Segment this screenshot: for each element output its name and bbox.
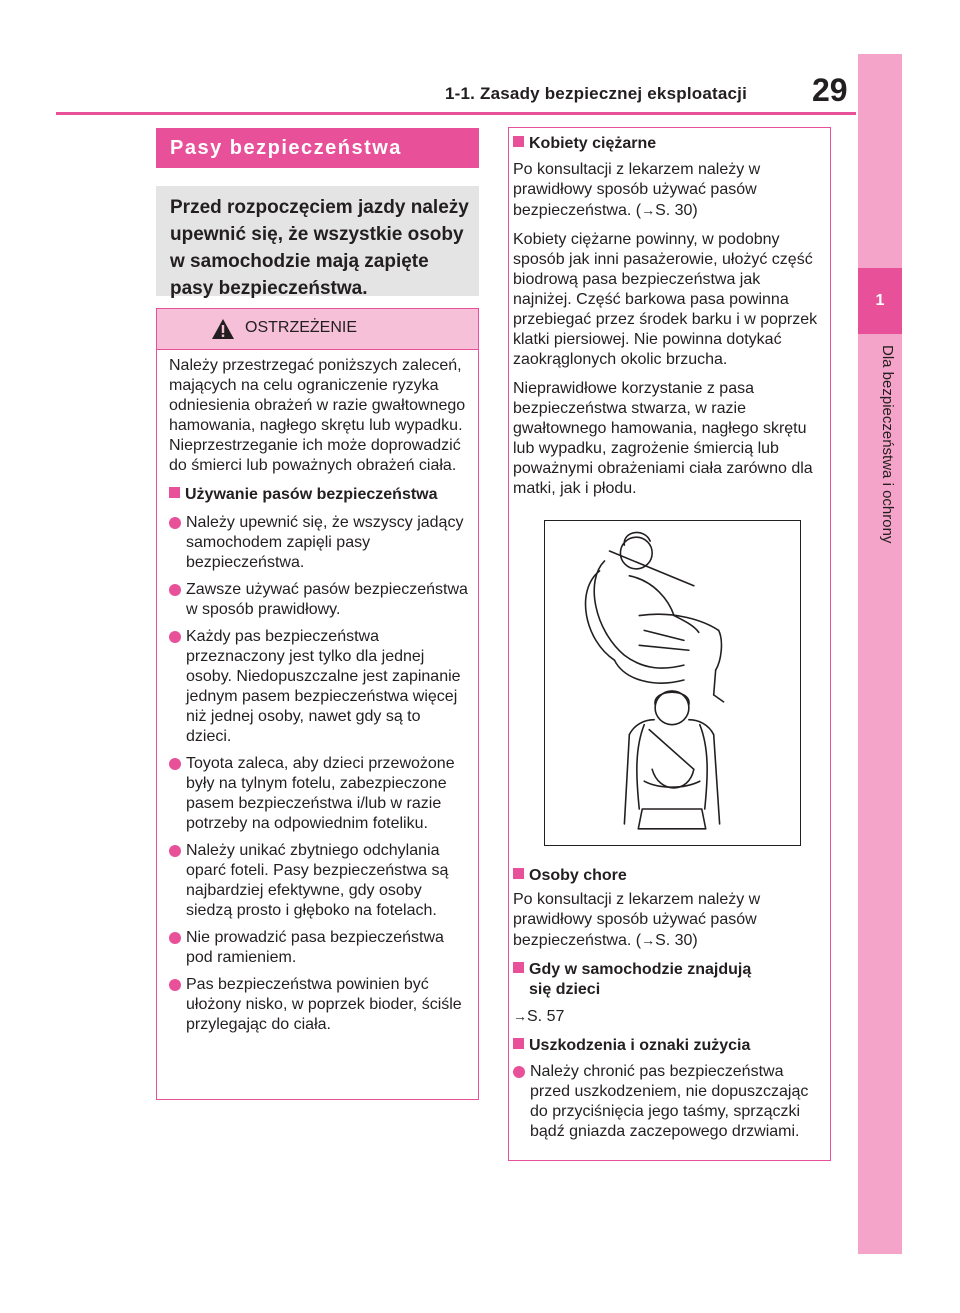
square-bullet-icon [513, 1038, 524, 1049]
list-item: Każdy pas bezpieczeństwa przeznaczony jest tylko dla jednej osoby. Niedopuszczalne jest zapinanie jednym pasem bezpieczeństwa więcej niż jednej osoby, nawet gdy są to dzieci. [169, 627, 468, 747]
children-ref [513, 1006, 822, 1027]
list-item: Pas bezpieczeństwa powinien być ułożony nisko, w poprzek bioder, ściśle przylegając do ciała. [169, 975, 468, 1035]
warning-label: OSTRZEŻENIE [245, 319, 358, 336]
intro-box [156, 186, 479, 299]
page-ref-link[interactable]: S. 30) [655, 202, 698, 219]
pregnant-subhead: Kobiety ciężarne [513, 134, 822, 154]
square-bullet-icon [169, 487, 180, 498]
list-item: Toyota zaleca, aby dzieci przewożone były na tylnym fotelu, zabezpieczone pasem bezpieczeństwa i/lub w razie potrzeby na odpowiednim foteliku. [169, 754, 468, 834]
square-bullet-icon [513, 868, 524, 879]
square-bullet-icon [513, 136, 524, 147]
round-bullet-icon [169, 631, 181, 643]
warning-box [156, 308, 479, 1100]
intro-text: Przed rozpoczęciem jazdy należy upewnić się, że wszystkie osoby w samochodzie mają zapięte pasy bezpieczeństwa. [170, 197, 469, 299]
warning-body [157, 350, 478, 1035]
info-box [508, 127, 831, 1161]
list-item: Należy upewnić się, że wszyscy jadący samochodem zapięli pasy bezpieczeństwa. [169, 513, 468, 573]
arrow-right-icon: → [641, 932, 656, 948]
side-tab-text: Dla bezpieczeństwa i ochrony [879, 345, 896, 544]
pregnant-para-3: Nieprawidłowe korzystanie z pasa bezpieczeństwa stwarza, w razie gwałtownego hamowania, nagłego skrętu lub wypadku, zagrożenie śmiercią lub poważnymi obrażeniami ciała zarówno dla matki, jak i płodu. [513, 380, 813, 497]
square-bullet-icon [513, 962, 524, 973]
list-item: Należy chronić pas bezpieczeństwa przed uszkodzeniem, nie dopuszczając do przyciśnięcia jego taśmy, sprzączki bądź gniazda zaczepowego drzwiami. [513, 1062, 822, 1142]
list-item: Nie prowadzić pasa bezpieczeństwa pod ramieniem. [169, 928, 468, 968]
round-bullet-icon [169, 979, 181, 991]
pregnant-seatbelt-illustration [544, 520, 801, 846]
page-number: 29 [812, 72, 848, 108]
round-bullet-icon [169, 758, 181, 770]
pregnant-para-2: Kobiety ciężarne powinny, w podobny sposób jak inni pasażerowie, ułożyć część biodrową pasa bezpieczeństwa jak najniżej. Część barkowa pasa powinna przebiegać przez środek barku i w poprzek klatki piersiowej. Nie powinna dotykać zaokrąglonych okolic brzucha. [513, 231, 818, 368]
round-bullet-icon [169, 932, 181, 944]
warning-triangle-icon [211, 318, 235, 340]
round-bullet-icon [169, 517, 181, 529]
arrow-right-icon: → [641, 202, 656, 218]
arrow-right-icon: → [513, 1008, 527, 1024]
section-title: Pasy bezpieczeństwa [156, 128, 479, 168]
damage-subhead: Uszkodzenia i oznaki zużycia [513, 1036, 822, 1056]
pregnant-para-1: Po konsultacji z lekarzem należy w prawidłowy sposób używać pasów bezpieczeństwa. (→S. 30) [513, 161, 761, 219]
page-ref-link[interactable]: S. 30) [655, 932, 698, 949]
warning-subhead: Używanie pasów bezpieczeństwa [169, 485, 468, 505]
page-ref-link[interactable]: S. 57 [527, 1008, 565, 1025]
list-item: Zawsze używać pasów bezpieczeństwa w sposób prawidłowy. [169, 580, 468, 620]
children-subhead: Gdy w samochodzie znajdują się dzieci [513, 960, 822, 1000]
ill-para: Po konsultacji z lekarzem należy w prawidłowy sposób używać pasów bezpieczeństwa. (→S. 30) [513, 891, 761, 949]
running-head: 1-1. Zasady bezpiecznej eksploatacji [445, 84, 747, 103]
warning-header [157, 309, 478, 350]
list-item: Należy unikać zbytniego odchylania oparć foteli. Pasy bezpieczeństwa są najbardziej efektywne, gdy osoby siedzą prosto i głęboko na fotelach. [169, 841, 468, 921]
header-divider [56, 112, 856, 115]
round-bullet-icon [169, 845, 181, 857]
round-bullet-icon [169, 584, 181, 596]
warning-intro: Należy przestrzegać poniższych zaleceń, mających na celu ograniczenie ryzyka odniesienia obrażeń w razie gwałtownego hamowania, nagłego skrętu lub wypadku. Nieprzestrzeganie ich może doprowadzić do śmierci lub poważnych obrażeń ciała. [169, 357, 466, 474]
ill-subhead: Osoby chore [513, 866, 822, 886]
side-tab-number: 1 [858, 268, 902, 334]
round-bullet-icon [513, 1066, 525, 1078]
